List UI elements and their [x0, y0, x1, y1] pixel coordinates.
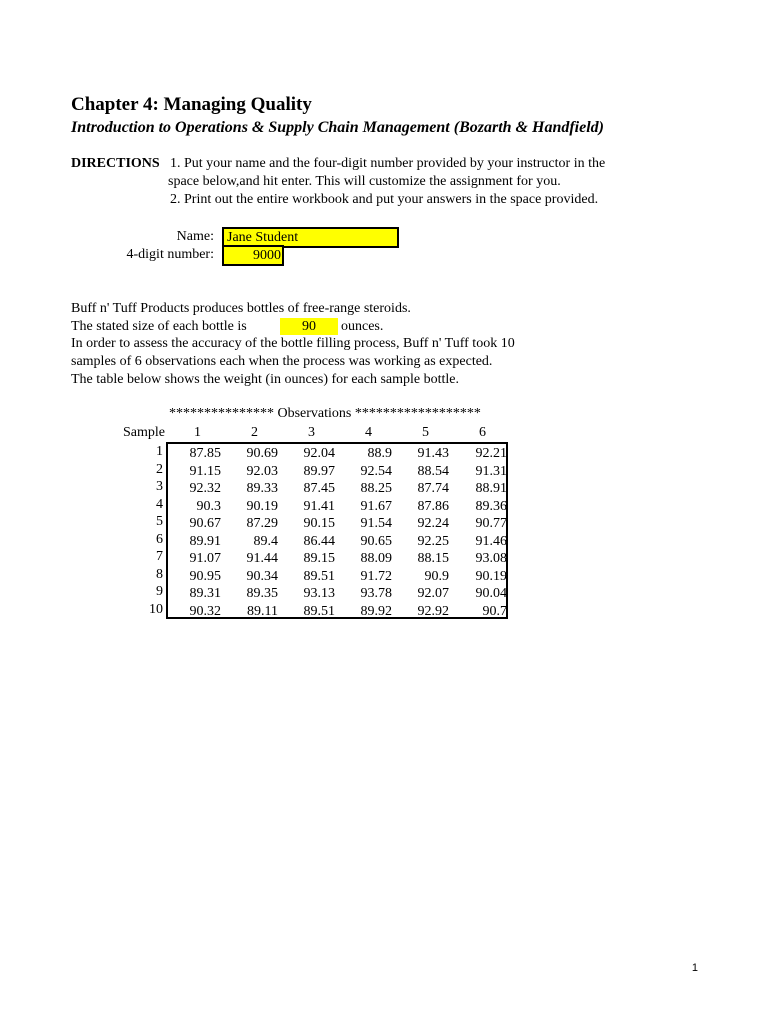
observation-column-headers — [167, 424, 509, 442]
sample-number: 3 — [156, 479, 163, 494]
table-cell[interactable]: 92.54 — [360, 463, 392, 479]
table-cell[interactable]: 90.95 — [189, 568, 221, 584]
table-cell[interactable]: 93.08 — [475, 551, 507, 566]
table-cell[interactable]: 92.92 — [417, 603, 449, 619]
table-cell[interactable]: 92.21 — [475, 446, 507, 461]
observation-column-header: 3 — [308, 425, 315, 440]
sample-column-header: Sample — [123, 425, 165, 440]
observation-column-header: 4 — [365, 425, 372, 440]
sample-number: 10 — [149, 601, 163, 617]
problem-line-3: In order to assess the accuracy of the bottle filling process, Buff n' Tuff took 10 — [71, 336, 515, 351]
sample-number: 2 — [156, 461, 163, 477]
table-cell[interactable]: 89.51 — [303, 603, 335, 619]
observation-column-header: 1 — [194, 425, 201, 440]
bottle-size-value[interactable]: 90 — [280, 318, 338, 335]
table-cell[interactable]: 87.85 — [189, 446, 221, 461]
table-cell[interactable]: 90.7 — [482, 603, 507, 619]
table-row — [168, 568, 508, 585]
observations-table — [166, 442, 508, 619]
table-cell[interactable]: 92.03 — [246, 463, 278, 479]
table-cell[interactable]: 90.34 — [246, 568, 278, 584]
table-row — [168, 515, 508, 532]
sample-number: 1 — [156, 444, 163, 459]
table-cell[interactable]: 90.15 — [303, 516, 335, 531]
problem-line-4: samples of 6 observations each when the process was working as expected. — [71, 354, 493, 369]
directions-step-1-continued: space below,and hit enter. This will customize the assignment for you. — [168, 174, 561, 189]
name-field[interactable]: Jane Student — [222, 227, 399, 248]
page-title: Chapter 4: Managing Quality — [71, 94, 312, 115]
table-row — [168, 498, 508, 515]
table-cell[interactable]: 91.46 — [475, 533, 507, 549]
page-subtitle: Introduction to Operations & Supply Chain Management (Bozarth & Handfield) — [71, 119, 604, 136]
table-cell[interactable]: 90.19 — [246, 498, 278, 514]
table-cell[interactable]: 90.69 — [246, 446, 278, 461]
table-cell[interactable]: 88.25 — [360, 481, 392, 496]
sample-number: 7 — [156, 549, 163, 564]
table-cell[interactable]: 87.29 — [246, 516, 278, 531]
table-cell[interactable]: 90.65 — [360, 533, 392, 549]
table-cell[interactable]: 92.07 — [417, 586, 449, 601]
table-cell[interactable]: 91.31 — [475, 463, 507, 479]
table-cell[interactable]: 89.97 — [303, 463, 335, 479]
problem-line-2-start: The stated size of each bottle is — [71, 319, 247, 334]
table-cell[interactable]: 89.33 — [246, 481, 278, 496]
observation-column-header: 2 — [251, 425, 258, 440]
table-cell[interactable]: 88.91 — [475, 481, 507, 496]
table-row — [168, 533, 508, 550]
directions-step-2: 2. Print out the entire workbook and put your answers in the space provided. — [170, 192, 599, 207]
table-cell[interactable]: 89.36 — [475, 498, 507, 514]
page-number: 1 — [691, 962, 698, 974]
problem-line-1: Buff n' Tuff Products produces bottles of free-range steroids. — [71, 301, 411, 316]
sample-number: 8 — [156, 566, 163, 582]
table-cell[interactable]: 88.15 — [417, 551, 449, 566]
table-cell[interactable]: 91.44 — [246, 551, 278, 566]
table-row — [168, 550, 508, 567]
table-cell[interactable]: 92.24 — [417, 516, 449, 531]
table-cell[interactable]: 92.04 — [303, 446, 335, 461]
table-row — [168, 463, 508, 480]
table-cell[interactable]: 88.9 — [367, 446, 392, 461]
sample-number: 9 — [156, 584, 163, 599]
table-cell[interactable]: 89.11 — [247, 603, 278, 619]
table-cell[interactable]: 91.07 — [189, 551, 221, 566]
table-cell[interactable]: 90.19 — [475, 568, 507, 584]
table-cell[interactable]: 91.43 — [417, 446, 449, 461]
four-digit-number-field[interactable]: 9000 — [222, 245, 284, 266]
problem-line-2-end: ounces. — [341, 319, 384, 334]
table-cell[interactable]: 91.72 — [360, 568, 392, 584]
observation-column-header: 5 — [422, 425, 429, 440]
table-cell[interactable]: 91.15 — [189, 463, 221, 479]
table-row — [168, 480, 508, 497]
table-cell[interactable]: 91.67 — [360, 498, 392, 514]
table-cell[interactable]: 90.9 — [424, 568, 449, 584]
table-cell[interactable]: 88.54 — [417, 463, 449, 479]
table-cell[interactable]: 90.77 — [475, 516, 507, 531]
table-cell[interactable]: 92.32 — [189, 481, 221, 496]
sample-number: 4 — [156, 496, 163, 512]
table-cell[interactable]: 89.51 — [303, 568, 335, 584]
table-cell[interactable]: 93.13 — [303, 586, 335, 601]
table-cell[interactable]: 89.91 — [189, 533, 221, 549]
table-cell[interactable]: 92.25 — [417, 533, 449, 549]
name-label: Name: — [176, 229, 214, 244]
directions-label: DIRECTIONS — [71, 156, 160, 171]
table-cell[interactable]: 86.44 — [303, 533, 335, 549]
table-cell[interactable]: 89.4 — [253, 533, 278, 549]
table-cell[interactable]: 89.92 — [360, 603, 392, 619]
directions-step-1: 1. Put your name and the four-digit number provided by your instructor in the — [170, 156, 606, 171]
observations-header: *************** Observations ****************** — [169, 406, 481, 421]
table-cell[interactable]: 90.04 — [475, 586, 507, 601]
problem-line-5: The table below shows the weight (in ounces) for each sample bottle. — [71, 372, 459, 387]
sample-number: 6 — [156, 531, 163, 547]
table-cell[interactable]: 87.86 — [417, 498, 449, 514]
table-row — [168, 445, 508, 462]
table-row — [168, 603, 508, 620]
table-cell[interactable]: 90.67 — [189, 516, 221, 531]
table-cell[interactable]: 87.74 — [417, 481, 449, 496]
table-cell[interactable]: 91.41 — [303, 498, 335, 514]
sample-number: 5 — [156, 514, 163, 529]
table-cell[interactable]: 89.35 — [246, 586, 278, 601]
table-cell[interactable]: 93.78 — [360, 586, 392, 601]
table-row — [168, 585, 508, 602]
table-cell[interactable]: 88.09 — [360, 551, 392, 566]
table-cell[interactable]: 90.3 — [196, 498, 221, 514]
table-cell[interactable]: 89.15 — [303, 551, 335, 566]
observation-column-header: 6 — [479, 425, 486, 440]
table-cell[interactable]: 87.45 — [303, 481, 335, 496]
table-cell[interactable]: 90.32 — [189, 603, 221, 619]
table-cell[interactable]: 89.31 — [189, 586, 221, 601]
table-cell[interactable]: 91.54 — [360, 516, 392, 531]
four-digit-number-label: 4-digit number: — [126, 247, 214, 262]
